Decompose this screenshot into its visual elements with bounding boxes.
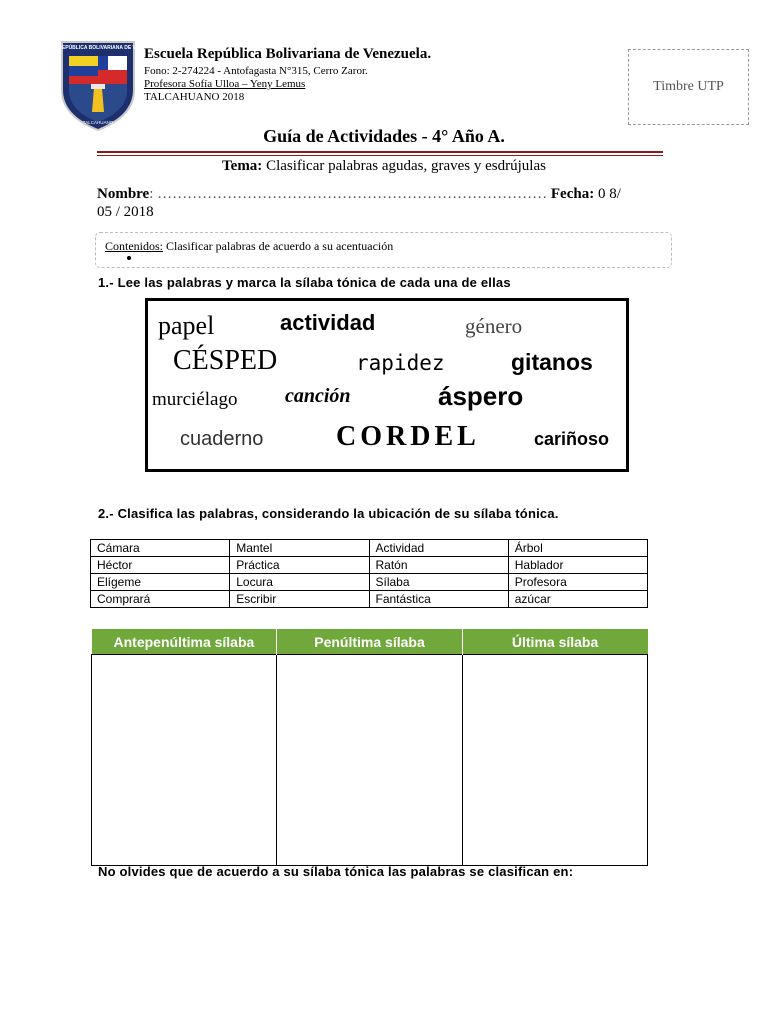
table-cell: Árbol bbox=[508, 540, 647, 557]
question-1: 1.- Lee las palabras y marca la sílaba tónica de cada una de ellas bbox=[98, 275, 511, 290]
word-cloud-item: actividad bbox=[280, 310, 376, 335]
title-divider-thin bbox=[97, 155, 663, 156]
table-cell: Comprará bbox=[91, 591, 230, 608]
word-cloud-item: CORDEL bbox=[336, 421, 480, 452]
name-date-row bbox=[97, 185, 637, 221]
date-value: 0 8/ 05 / 2018 bbox=[97, 186, 621, 220]
word-cloud-item: cariñoso bbox=[534, 429, 610, 449]
topic-label: Tema: bbox=[222, 158, 263, 174]
school-name: Escuela República Bolivariana de Venezuela. bbox=[144, 46, 432, 62]
word-cloud-box bbox=[145, 298, 629, 472]
word-table bbox=[90, 539, 648, 608]
table-row bbox=[91, 574, 648, 591]
table-cell: Hablador bbox=[508, 557, 647, 574]
word-cloud-item: gitanos bbox=[511, 349, 593, 375]
table-row bbox=[91, 557, 648, 574]
stamp-label: Timbre UTP bbox=[653, 79, 724, 94]
contents-label: Contenidos: bbox=[105, 239, 164, 253]
header-last: Última sílaba bbox=[462, 629, 647, 655]
word-cloud-item: áspero bbox=[438, 381, 524, 411]
word-cloud-item: CÉSPED bbox=[173, 345, 278, 376]
classification-header-row bbox=[92, 629, 648, 655]
word-cloud-item: papel bbox=[158, 311, 215, 340]
word-cloud-item: canción bbox=[285, 385, 351, 407]
bullet bbox=[127, 256, 131, 260]
header-penultimate: Penúltima sílaba bbox=[277, 629, 462, 655]
table-cell: Actividad bbox=[369, 540, 508, 557]
header-antepenultimate: Antepenúltima sílaba bbox=[92, 629, 277, 655]
table-row bbox=[91, 591, 648, 608]
question-2: 2.- Clasifica las palabras, considerando la ubicación de su sílaba tónica. bbox=[98, 506, 559, 521]
table-cell: Elígeme bbox=[91, 574, 230, 591]
answer-cell-penultimate[interactable] bbox=[277, 655, 462, 866]
table-cell: Ratón bbox=[369, 557, 508, 574]
reminder-text: No olvides que de acuerdo a su sílaba tónica las palabras se clasifican en: bbox=[98, 864, 574, 879]
title-divider bbox=[97, 151, 663, 153]
contents-text: Clasificar palabras de acuerdo a su acentuación bbox=[163, 239, 394, 253]
answer-cell-last[interactable] bbox=[462, 655, 647, 866]
table-cell: Fantástica bbox=[369, 591, 508, 608]
svg-text:TALCAHUANO: TALCAHUANO bbox=[82, 120, 114, 125]
school-logo bbox=[33, 36, 163, 132]
table-row bbox=[91, 540, 648, 557]
city-year: TALCAHUANO 2018 bbox=[144, 91, 245, 103]
table-cell: Mantel bbox=[230, 540, 369, 557]
word-cloud-item: cuaderno bbox=[180, 428, 264, 450]
table-cell: azúcar bbox=[508, 591, 647, 608]
table-cell: Sílaba bbox=[369, 574, 508, 591]
stamp-box bbox=[628, 49, 749, 125]
name-dots[interactable]: : …………………………………………………………………… bbox=[149, 186, 548, 202]
table-cell: Cámara bbox=[91, 540, 230, 557]
page-title: Guía de Actividades - 4° Año A. bbox=[263, 126, 505, 146]
word-cloud-item: murciélago bbox=[152, 389, 238, 410]
classification-table bbox=[91, 629, 648, 866]
contents-line bbox=[105, 239, 393, 254]
phone-address: Fono: 2-274224 - Antofagasta N°315, Cerro Zaror. bbox=[144, 65, 368, 77]
topic-text: Clasificar palabras agudas, graves y esdrújulas bbox=[262, 158, 546, 174]
svg-text:ESCUELA REPÚBLICA BOLIVARIANA: ESCUELA REPÚBLICA BOLIVARIANA DE VENEZUELA bbox=[33, 45, 163, 51]
table-cell: Héctor bbox=[91, 557, 230, 574]
table-cell: Profesora bbox=[508, 574, 647, 591]
date-label: Fecha: bbox=[550, 186, 595, 202]
name-label: Nombre bbox=[97, 186, 150, 202]
word-cloud-item: rapidez bbox=[356, 351, 445, 375]
topic-line bbox=[0, 158, 768, 175]
classification-answer-row bbox=[92, 655, 648, 866]
table-cell: Escribir bbox=[230, 591, 369, 608]
table-cell: Locura bbox=[230, 574, 369, 591]
answer-cell-antepenultimate[interactable] bbox=[92, 655, 277, 866]
teachers: Profesora Sofía Ulloa – Yeny Lemus bbox=[144, 78, 306, 90]
word-cloud-item: género bbox=[465, 314, 523, 338]
table-cell: Práctica bbox=[230, 557, 369, 574]
